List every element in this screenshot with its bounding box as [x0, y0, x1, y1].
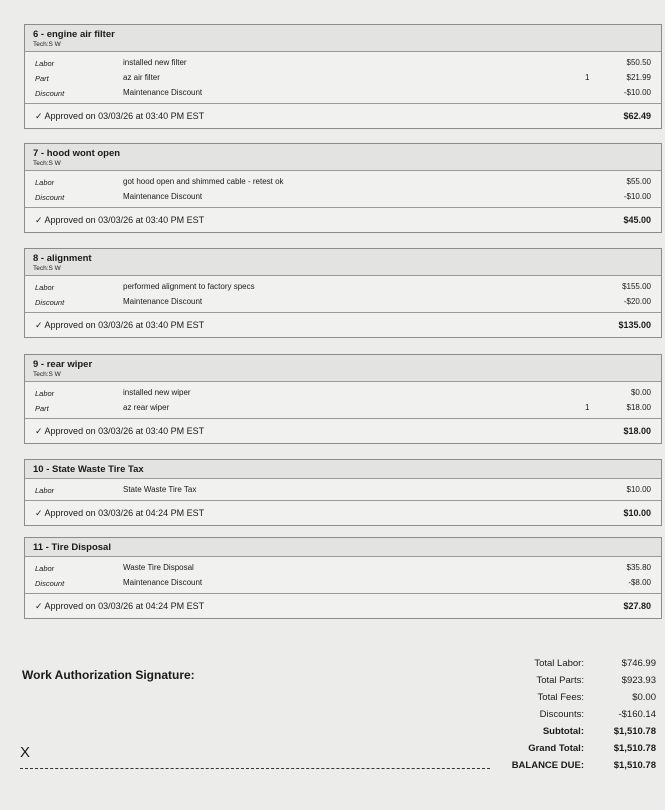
line-item: [25, 175, 661, 190]
approval-row: [25, 500, 661, 525]
line-type: Part: [35, 74, 49, 83]
line-item: [25, 190, 661, 205]
total-label: BALANCE DUE:: [511, 760, 584, 771]
job-title: 11 - Tire Disposal: [33, 542, 111, 553]
line-amount: $0.00: [630, 388, 651, 397]
total-value: $1,510.78: [613, 760, 656, 771]
line-amount: $50.50: [626, 58, 651, 67]
job-tech: Tech:S W: [33, 371, 61, 378]
line-type: Labor: [35, 283, 55, 292]
job-card: [24, 459, 662, 526]
line-desc: State Waste Tire Tax: [123, 485, 197, 494]
approval-text: ✓ Approved on 03/03/26 at 03:40 PM EST: [35, 320, 205, 330]
line-type: Labor: [35, 486, 55, 495]
total-value: $1,510.78: [613, 726, 656, 737]
job-card: [24, 143, 662, 233]
line-type: Discount: [35, 89, 65, 98]
line-item: [25, 56, 661, 71]
total-label: Subtotal:: [542, 726, 584, 737]
signature-label: Work Authorization Signature:: [22, 668, 195, 682]
line-item: [25, 295, 661, 310]
line-amount: $21.99: [626, 73, 651, 82]
approval-text: ✓ Approved on 03/03/26 at 03:40 PM EST: [35, 215, 205, 225]
job-card: [24, 248, 662, 338]
total-value: -$160.14: [618, 709, 656, 720]
balance-due-row: [480, 758, 660, 775]
job-card: [24, 354, 662, 444]
job-total: $135.00: [618, 320, 651, 330]
line-item: [25, 86, 661, 101]
job-tech: Tech:S W: [33, 41, 61, 48]
line-item: [25, 483, 661, 498]
approval-row: [25, 593, 661, 618]
job-header: [25, 25, 661, 52]
line-desc: got hood open and shimmed cable - retest ok: [123, 177, 284, 186]
line-type: Labor: [35, 389, 55, 398]
line-amount: -$20.00: [623, 297, 651, 306]
total-value: $923.93: [621, 675, 656, 686]
line-qty: 1: [585, 73, 590, 82]
job-header: [25, 460, 661, 479]
job-header: [25, 144, 661, 171]
job-total: $27.80: [623, 601, 651, 611]
grand-total-row: [480, 741, 660, 758]
approval-text: ✓ Approved on 03/03/26 at 03:40 PM EST: [35, 426, 205, 436]
total-value: $0.00: [632, 692, 656, 703]
approval-row: [25, 312, 661, 337]
total-value: $1,510.78: [613, 743, 656, 754]
line-desc: Maintenance Discount: [123, 297, 203, 306]
job-total: $18.00: [623, 426, 651, 436]
line-desc: installed new wiper: [123, 388, 191, 397]
job-lines: [25, 171, 661, 207]
job-title: 6 - engine air filter: [33, 29, 115, 40]
discounts-row: [480, 707, 660, 724]
job-card: [24, 24, 662, 129]
line-desc: installed new filter: [123, 58, 187, 67]
line-amount: $55.00: [626, 177, 651, 186]
line-amount: $35.80: [626, 563, 651, 572]
subtotal-row: [480, 724, 660, 741]
line-desc: performed alignment to factory specs: [123, 282, 255, 291]
line-type: Labor: [35, 59, 55, 68]
line-desc: Maintenance Discount: [123, 578, 203, 587]
job-lines: [25, 479, 661, 500]
line-amount: -$8.00: [628, 578, 651, 587]
line-item: [25, 280, 661, 295]
job-title: 7 - hood wont open: [33, 148, 121, 159]
line-desc: Waste Tire Disposal: [123, 563, 194, 572]
job-header: [25, 538, 661, 557]
line-amount: $155.00: [622, 282, 651, 291]
approval-row: [25, 103, 661, 128]
line-qty: 1: [585, 403, 590, 412]
total-parts-row: [480, 673, 660, 690]
total-fees-row: [480, 690, 660, 707]
job-title: 8 - alignment: [33, 253, 92, 264]
job-header: [25, 249, 661, 276]
line-desc: az air filter: [123, 73, 160, 82]
job-title: 9 - rear wiper: [33, 359, 93, 370]
line-type: Labor: [35, 564, 55, 573]
job-lines: [25, 557, 661, 593]
job-lines: [25, 52, 661, 103]
signature-mark: X: [20, 744, 31, 761]
line-type: Labor: [35, 178, 55, 187]
line-type: Part: [35, 404, 49, 413]
job-total: $10.00: [623, 508, 651, 518]
job-tech: Tech:S W: [33, 265, 61, 272]
job-card: [24, 537, 662, 619]
line-item: [25, 401, 661, 416]
job-total: $62.49: [623, 111, 651, 121]
total-label: Total Fees:: [537, 692, 584, 703]
total-label: Discounts:: [539, 709, 584, 720]
job-total: $45.00: [623, 215, 651, 225]
job-title: 10 - State Waste Tire Tax: [33, 464, 144, 475]
totals-block: [480, 656, 660, 775]
line-amount: $10.00: [626, 485, 651, 494]
approval-text: ✓ Approved on 03/03/26 at 04:24 PM EST: [35, 601, 205, 611]
approval-text: ✓ Approved on 03/03/26 at 04:24 PM EST: [35, 508, 205, 518]
line-desc: Maintenance Discount: [123, 88, 203, 97]
total-label: Total Parts:: [536, 675, 584, 686]
line-item: [25, 386, 661, 401]
total-labor-row: [480, 656, 660, 673]
line-desc: Maintenance Discount: [123, 192, 203, 201]
line-type: Discount: [35, 579, 65, 588]
line-amount: -$10.00: [623, 192, 651, 201]
total-value: $746.99: [621, 658, 656, 669]
total-label: Total Labor:: [534, 658, 584, 669]
line-type: Discount: [35, 193, 65, 202]
job-lines: [25, 276, 661, 312]
line-amount: -$10.00: [623, 88, 651, 97]
approval-row: [25, 207, 661, 232]
approval-row: [25, 418, 661, 443]
approval-text: ✓ Approved on 03/03/26 at 03:40 PM EST: [35, 111, 205, 121]
total-label: Grand Total:: [528, 743, 584, 754]
job-header: [25, 355, 661, 382]
line-type: Discount: [35, 298, 65, 307]
signature-line[interactable]: [20, 768, 490, 769]
line-item: [25, 71, 661, 86]
line-desc: az rear wiper: [123, 403, 170, 412]
line-item: [25, 561, 661, 576]
job-lines: [25, 382, 661, 418]
job-tech: Tech:S W: [33, 160, 61, 167]
line-item: [25, 576, 661, 591]
line-amount: $18.00: [626, 403, 651, 412]
